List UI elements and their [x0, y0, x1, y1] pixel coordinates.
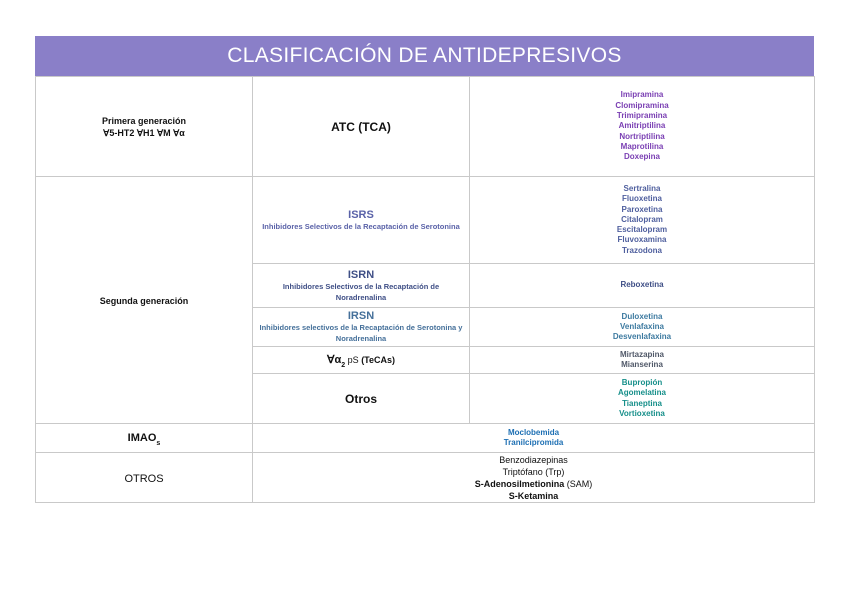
drug-item: Tianeptina	[622, 398, 662, 408]
drug-item: Duloxetina	[621, 311, 663, 321]
drug-item: Clomipramina	[615, 100, 669, 110]
drug-item-suffix: (SAM)	[564, 478, 593, 489]
generation-cell-segunda	[36, 177, 253, 424]
drug-item: Trazodona	[621, 245, 662, 255]
drug-list-irsn	[470, 312, 814, 343]
drug-item: Imipramina	[620, 90, 664, 100]
table-row	[36, 453, 815, 503]
drug-item: Benzodiazepinas	[499, 454, 568, 465]
class-desc-irsn: Inhibidores selectivos de la Recaptación de Serotonina y Noradrenalina	[259, 323, 463, 343]
generation-label: Primera generación	[101, 115, 187, 126]
drug-item: Maprotilina	[620, 141, 664, 151]
drug-item: Paroxetina	[621, 204, 663, 214]
class-symbol-subscript: 2	[341, 362, 346, 370]
class-cell	[253, 308, 470, 347]
class-abbr-isrn: ISRN	[347, 268, 375, 281]
class-abbr-isrs: ISRS	[348, 208, 374, 221]
table-row	[36, 77, 815, 177]
drug-item: Fluvoxamina	[617, 235, 667, 245]
drug-item: Amitriptilina	[618, 121, 666, 131]
drug-item: Citalopram	[621, 214, 663, 224]
drug-list-tecas	[470, 350, 814, 371]
drug-item	[253, 478, 814, 490]
drug-item: Bupropión	[621, 377, 663, 387]
drug-list-isrs	[470, 184, 814, 256]
class-cell	[253, 374, 470, 424]
generation-label-subscript: s	[156, 440, 161, 448]
drug-item: Triptófano (Trp)	[502, 466, 565, 477]
class-symbol-tecas: ∀α	[326, 354, 342, 367]
generation-cell-imao	[36, 424, 253, 453]
drug-item: Desvenlafaxina	[612, 332, 672, 342]
table-row	[36, 177, 815, 264]
drug-item: Fluoxetina	[621, 194, 662, 204]
receptor-list: ∀5-HT2 ∀H1 ∀M ∀α	[103, 127, 185, 138]
class-cell	[253, 177, 470, 264]
drug-item: Agomelatina	[617, 388, 666, 398]
drug-cell	[470, 177, 815, 264]
drug-item: Mirtazapina	[619, 349, 664, 359]
drug-list-imao	[253, 428, 814, 449]
drug-cell	[470, 374, 815, 424]
generation-cell-otros	[36, 453, 253, 503]
drug-cell	[253, 453, 815, 503]
class-abbr-irsn: IRSN	[347, 310, 375, 322]
generation-cell-primera	[36, 77, 253, 177]
class-label-tecas: (TeCAs)	[361, 355, 396, 366]
drug-item: Vortioxetina	[619, 408, 665, 418]
drug-item: Mianserina	[621, 360, 663, 369]
drug-item: Sertralina	[623, 183, 661, 193]
class-desc-isrn: Inhibidores Selectivos de la Recaptación de Noradrenalina	[282, 281, 440, 302]
drug-list-otros	[470, 378, 814, 419]
class-extra-tecas: pS	[345, 355, 362, 366]
table-row	[36, 424, 815, 453]
drug-item: Trimipramina	[616, 111, 668, 121]
drug-item: Nortriptilina	[619, 131, 665, 141]
generation-label-otros: OTROS	[124, 472, 164, 485]
drug-item: Reboxetina	[620, 280, 664, 290]
drug-item-bold: S-Adenosilmetionina	[474, 478, 565, 489]
class-label-otros: Otros	[344, 391, 377, 406]
drug-cell	[470, 77, 815, 177]
drug-item: S-Ketamina	[508, 490, 559, 501]
class-cell	[253, 264, 470, 308]
classification-table	[35, 76, 815, 503]
drug-item: Escitalopram	[616, 225, 668, 235]
drug-cell	[253, 424, 815, 453]
drug-list-isrn	[470, 280, 814, 290]
drug-item: Tranilcipromida	[503, 438, 564, 447]
drug-cell	[470, 264, 815, 308]
page-title: CLASIFICACIÓN DE ANTIDEPRESIVOS	[35, 36, 814, 76]
class-cell	[253, 347, 470, 374]
drug-cell	[470, 347, 815, 374]
generation-label-imao: IMAO	[127, 432, 157, 445]
class-cell	[253, 77, 470, 177]
generation-label: Segunda generación	[99, 296, 189, 306]
drug-item: Venlafaxina	[619, 321, 665, 331]
drug-cell	[470, 308, 815, 347]
drug-item: Moclobemida	[507, 427, 560, 437]
class-desc-isrs: Inhibidores Selectivos de la Recaptación de Serotonina	[262, 221, 460, 231]
drug-list-otros-final	[253, 454, 814, 502]
drug-item: Doxepina	[623, 152, 660, 162]
class-label-atc: ATC (TCA)	[331, 119, 391, 134]
drug-list-atc	[470, 90, 814, 162]
